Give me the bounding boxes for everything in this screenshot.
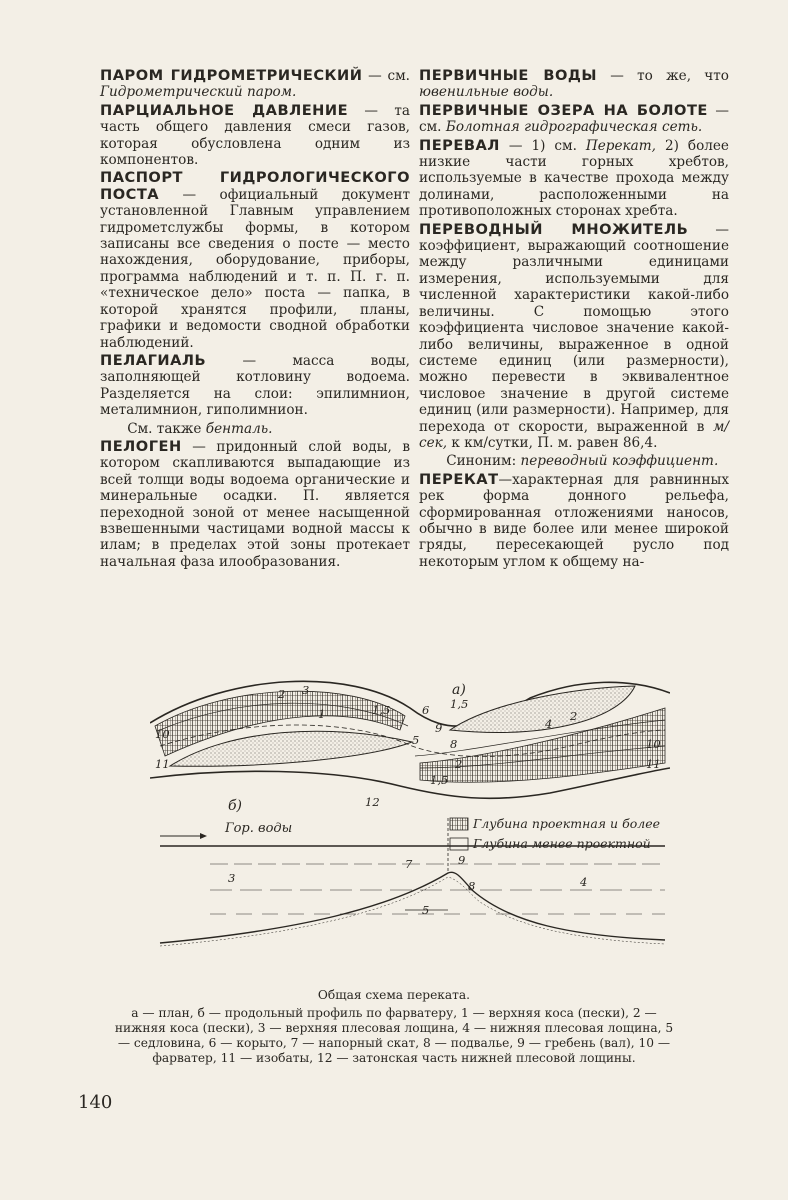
profile-label: 9: [458, 853, 466, 867]
dictionary-entry: [100, 68, 410, 101]
entry-separator: —: [597, 68, 638, 84]
dictionary-entry: [419, 68, 729, 101]
dictionary-entry: [100, 421, 410, 437]
dictionary-entry: [419, 453, 729, 469]
entry-reference: переводный коэффициент.: [520, 453, 719, 470]
entry-body: коэффициент, выражающий соотношение между различными единицами измерения, используемыми для численной характеристики какой-либо величины. С помощью этого коэффициента числовое значение какой-либо величины, выраженное в одной системе единиц (или размерности), можно перевести в эквивалентное числовое значение в другой системе единиц (или размерности). Например, для перехода от скорости, выраженной в: [419, 238, 729, 435]
entry-term: ПЕРЕКАТ: [419, 470, 499, 488]
entry-reference: Болотная гидрографическая сеть.: [445, 119, 703, 136]
plan-label: 3: [302, 683, 310, 697]
entry-body: Синоним:: [446, 453, 521, 470]
entry-body: та часть общего давления смеси газов, которая обусловлена одним из компонентов.: [100, 102, 410, 169]
legend-deep-label: Глубина проектная и более: [473, 816, 660, 831]
entry-reference: бенталь.: [205, 420, 273, 437]
entry-term: ПЕРЕВАЛ: [419, 136, 500, 154]
entry-term: ПЕРВИЧНЫЕ ОЗЕРА НА БОЛОТЕ: [419, 101, 708, 119]
profile-label: 3: [228, 871, 236, 885]
entry-separator: —: [159, 186, 220, 203]
plan-label: 1,5: [372, 703, 391, 717]
entry-term: ПАСПОРТ ГИДРОЛОГИЧЕСКОГО ПОСТА: [100, 169, 410, 203]
dictionary-entry: [419, 138, 729, 220]
entry-term: ПЕЛОГЕН: [100, 437, 182, 455]
entry-separator: —: [206, 352, 293, 369]
plan-label: 5: [412, 733, 420, 747]
entry-body: характерная для равнинных рек форма донного рельефа, сформированная отложениями наносов, обычно в виде более или менее широкой гряды, пересекающей русло под некоторым углом к общему на-: [419, 471, 729, 570]
entry-tail: к км/сутки, П. м. равен 86,4.: [447, 434, 658, 451]
plan-label: 11: [646, 757, 661, 771]
entry-term: ПЕРВИЧНЫЕ ВОДЫ: [419, 67, 597, 84]
profile-label: 4: [580, 875, 588, 889]
water-level-label: Гор. воды: [225, 821, 293, 836]
entry-body: придонный слой воды, в котором скапливаются выпадающие из всей толщи воды водоема органические и минеральные осадки. П. является переходной зоной от менее насыщенной взвешенными частицами водной массы к илам; в пределах этой зоны протекает начальная фаза илообразования.: [100, 438, 410, 570]
entry-separator: —: [181, 438, 217, 455]
right-column: [419, 68, 729, 570]
profile-labels: [228, 853, 587, 917]
entry-body: то же, что: [637, 68, 729, 84]
entry-term: ПАРОМ ГИДРОМЕТРИЧЕСКИЙ: [100, 67, 363, 84]
plan-label: 12: [365, 795, 380, 809]
entry-term: ПЕЛАГИАЛЬ: [100, 351, 207, 369]
entry-body: См. также: [127, 420, 206, 437]
plan-label: 2: [278, 687, 286, 701]
entry-reference: Перекат,: [585, 137, 656, 154]
dictionary-entry: [419, 222, 729, 452]
plan-label: 8: [450, 737, 458, 751]
entry-separator: —: [707, 102, 730, 119]
entry-term: ПЕРЕВОДНЫЙ МНОЖИТЕЛЬ: [419, 220, 689, 238]
entry-body: масса воды, заполняющей котловину водоема. Разделяется на слои: эпилимнион, металимнион, гиполимнион.: [100, 352, 410, 419]
entry-reference: Гидрометрический паром.: [100, 84, 297, 101]
plan-label: 4: [545, 717, 553, 731]
plan-label: 2: [455, 757, 463, 771]
entry-tail: 2) более низкие части горных хребтов, используемые в качестве прохода между долинами, расположенными на противоположных сторонах хребта.: [419, 137, 729, 220]
entry-separator: —: [498, 471, 513, 488]
entry-term: ПАРЦИАЛЬНОЕ ДАВЛЕНИЕ: [100, 101, 349, 119]
plan-label: 1,5: [430, 773, 449, 787]
dictionary-entry: [100, 103, 410, 169]
entry-body: 1) см.: [531, 137, 586, 154]
plan-label: 1: [318, 707, 326, 721]
plan-label: 6: [422, 703, 430, 717]
dictionary-entry: [419, 472, 729, 570]
plan-label: 2: [570, 709, 578, 723]
panel-b-label: б): [228, 798, 243, 814]
plan-label: 1,5: [450, 697, 469, 711]
entry-body: см.: [419, 119, 446, 136]
riverbed-profile: [160, 872, 665, 943]
entry-reference: м/сек,: [419, 418, 729, 451]
plan-label: 10: [646, 737, 661, 751]
plan-label: 10: [155, 727, 170, 741]
entry-body: см.: [387, 68, 410, 84]
figure-caption-text: а — план, б — продольный профиль по фарватеру, 1 — верхняя коса (пески), 2 — нижняя коса (пески), 3 — верхняя плесовая лощина, 4 — нижняя плесовая лощина, 5 — седловина, 6 — корыто, 7 — напорный скат, 8 — подвалье, 9 — гребень (вал), 10 — фарватер, 11 — изобаты, 12 — затонская часть нижней плесовой лощины.: [114, 1006, 674, 1065]
figure-caption-title: Общая схема переката.: [317, 988, 471, 1002]
profile-label: 7: [405, 857, 413, 871]
entry-separator: —: [362, 68, 388, 84]
left-column: [100, 68, 410, 570]
entry-separator: —: [348, 102, 395, 119]
profile-label: 8: [468, 879, 476, 893]
entry-reference: ювенильные воды.: [419, 84, 554, 101]
entry-body: официальный документ установленной Главным управлением гидрометслужбы формы, в котором записаны все сведения о посте — место нахождения, оборудование, приборы, программа наблюдений и т. п. П. г. п. «техническое дело» поста — папка, в которой хранятся профили, планы, графики и ведомости сводной обработки наблюдений.: [100, 186, 410, 351]
rapid-scheme-figure: [150, 668, 670, 968]
figure-caption: [110, 988, 678, 1066]
dictionary-entry: [100, 439, 410, 570]
profile-label: 5: [422, 903, 430, 917]
dictionary-entry: [419, 103, 729, 136]
dictionary-entry: [100, 170, 410, 350]
entry-separator: —: [499, 137, 532, 154]
page-number: 140: [78, 1092, 113, 1113]
panel-a-label: а): [452, 682, 466, 698]
entry-separator: —: [688, 221, 729, 238]
dictionary-entry: [100, 353, 410, 419]
legend-shallow-label: Глубина менее проектной: [473, 836, 651, 851]
plan-label: 11: [155, 757, 170, 771]
plan-label: 9: [435, 721, 443, 735]
